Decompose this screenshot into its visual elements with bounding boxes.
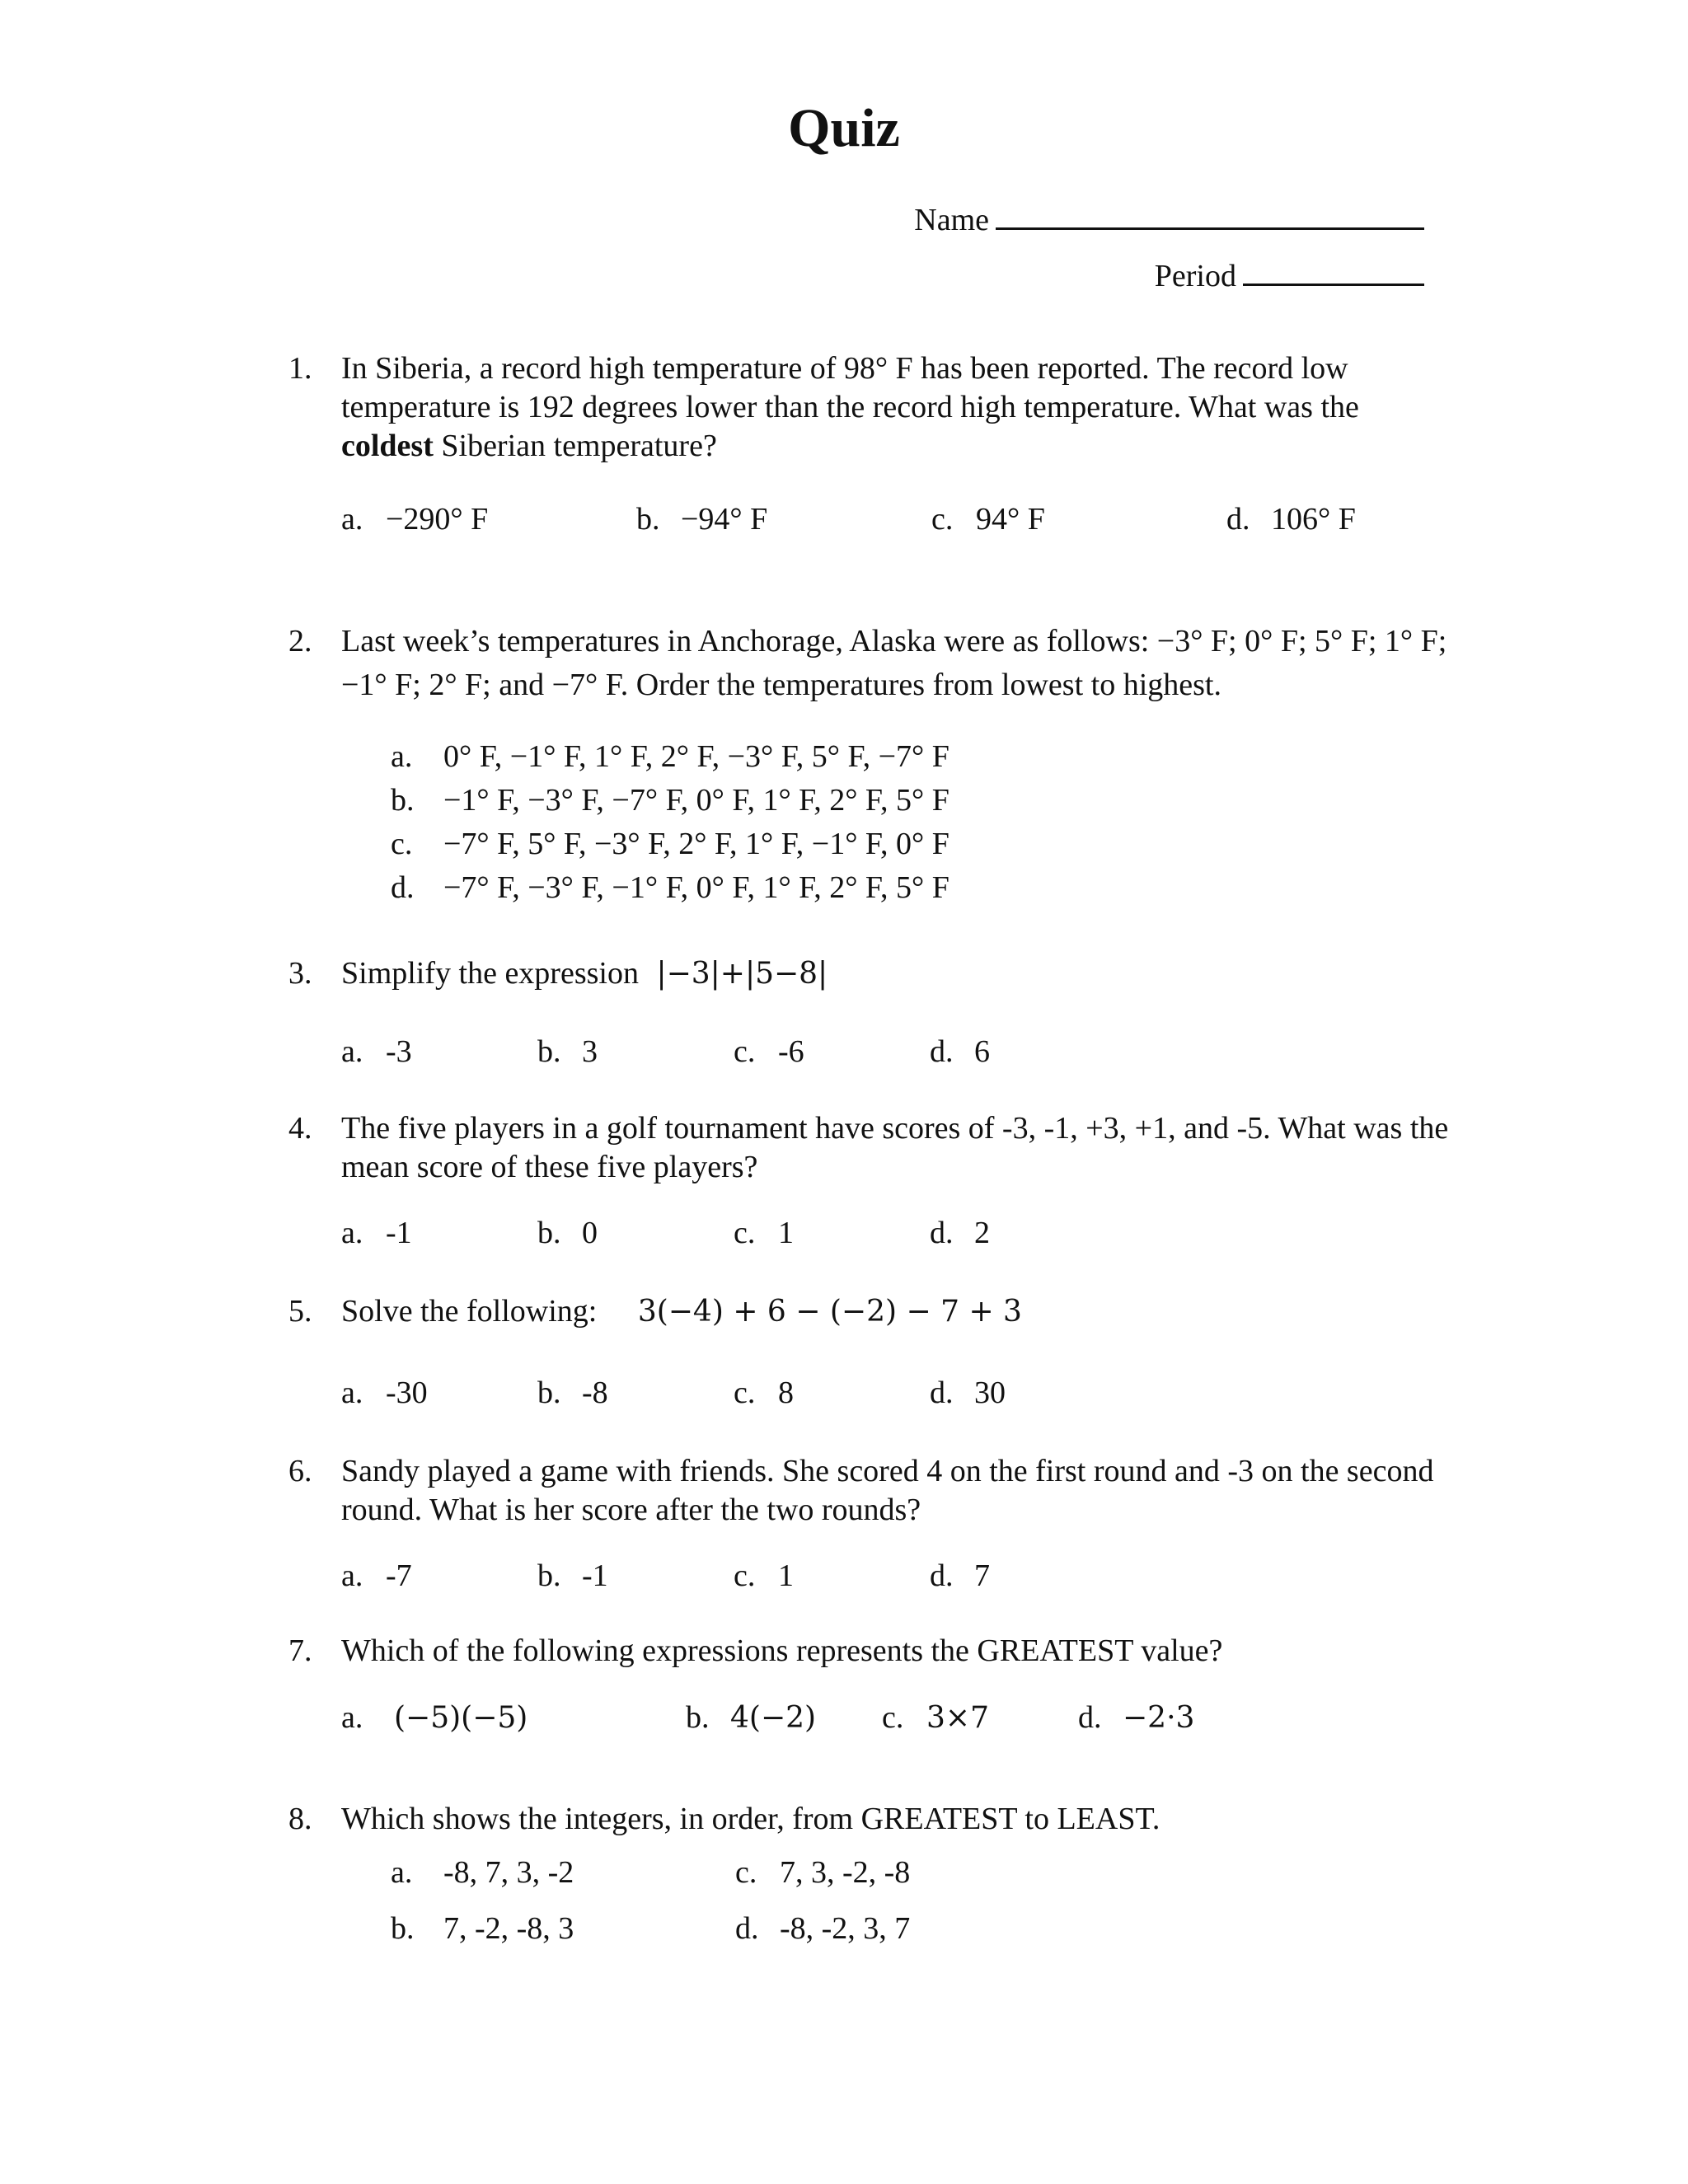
option-a[interactable]: a. -8, 7, 3, -2	[391, 1855, 574, 1890]
question-7	[288, 1632, 1451, 1671]
option-a[interactable]: a. -7	[341, 1558, 412, 1593]
period-blank[interactable]	[1243, 252, 1424, 286]
question-2	[288, 620, 1451, 707]
question-text: Solve the following: 3(−4) + 6 − (−2) − 7 + 3	[341, 1294, 1022, 1329]
option-d[interactable]: d. 30	[930, 1376, 1006, 1410]
question-text: Simplify the expression |−3|+|5−8|	[341, 956, 828, 991]
option-a[interactable]: a. (−5)(−5)	[341, 1700, 528, 1735]
option-b[interactable]: b. 4(−2)	[686, 1700, 817, 1735]
option-c[interactable]: c. 1	[734, 1216, 794, 1250]
question-text: The five players in a golf tournament have scores of -3, -1, +3, +1, and -5. What was the mean score of these five players?	[341, 1111, 1449, 1184]
option-d[interactable]: d. 2	[930, 1216, 990, 1250]
question-text: Last week’s temperatures in Anchorage, Alaska were as follows: −3° F; 0° F; 5° F; 1° F; −1° F; 2° F; and −7° F. Order the temperatures from lowest to highest.	[341, 624, 1447, 702]
option-b[interactable]: b. 0	[537, 1216, 598, 1250]
option-d[interactable]: d. -8, -2, 3, 7	[735, 1911, 911, 1946]
question-4	[288, 1109, 1451, 1187]
question-text: Which shows the integers, in order, from GREATEST to LEAST.	[341, 1802, 1160, 1836]
question-8	[288, 1800, 1451, 1839]
question-3	[288, 954, 1451, 993]
option-d[interactable]: d. 6	[930, 1034, 990, 1069]
option-d[interactable]: d. −7° F, −3° F, −1° F, 0° F, 1° F, 2° F, 5° F	[391, 870, 950, 905]
math-expression: |−3|+|5−8|	[656, 957, 828, 991]
question-number: 6.	[288, 1454, 312, 1488]
option-c[interactable]: c. 7, 3, -2, -8	[735, 1855, 911, 1890]
option-c[interactable]: c. 94° F	[931, 502, 1045, 537]
option-a[interactable]: a. -30	[341, 1376, 428, 1410]
name-blank[interactable]	[996, 196, 1424, 230]
option-d[interactable]: d. 7	[930, 1558, 990, 1593]
question-number: 3.	[288, 956, 312, 991]
option-a[interactable]: a. 0° F, −1° F, 1° F, 2° F, −3° F, 5° F, −7° F	[391, 739, 950, 774]
option-a[interactable]: a. −290° F	[341, 502, 489, 537]
question-text: In Siberia, a record high temperature of 98° F has been reported. The record low temperature is 192 degrees lower than the record high temperature. What was the coldest Siberian temperature?	[341, 351, 1359, 463]
option-b[interactable]: b. 3	[537, 1034, 598, 1069]
name-label: Name	[914, 203, 989, 237]
question-number: 5.	[288, 1294, 312, 1329]
option-c[interactable]: c. −7° F, 5° F, −3° F, 2° F, 1° F, −1° F, 0° F	[391, 827, 950, 861]
option-b[interactable]: b. -8	[537, 1376, 608, 1410]
question-number: 4.	[288, 1111, 312, 1146]
option-a[interactable]: a. -1	[341, 1216, 412, 1250]
page-title: Quiz	[788, 98, 900, 158]
option-d[interactable]: d. −2·3	[1078, 1700, 1195, 1735]
option-b[interactable]: b. −1° F, −3° F, −7° F, 0° F, 1° F, 2° F, 5° F	[391, 783, 950, 818]
emphasis-word: coldest	[341, 429, 434, 463]
question-text: Which of the following expressions represents the GREATEST value?	[341, 1633, 1223, 1668]
name-field[interactable]	[914, 196, 1424, 238]
period-label: Period	[1154, 259, 1236, 293]
question-2-options	[391, 735, 950, 910]
question-number: 1.	[288, 351, 312, 386]
question-number: 2.	[288, 624, 312, 658]
option-c[interactable]: c. 8	[734, 1376, 794, 1410]
question-1	[288, 349, 1451, 466]
option-b[interactable]: b. −94° F	[636, 502, 768, 537]
option-c[interactable]: c. 1	[734, 1558, 794, 1593]
option-a[interactable]: a. -3	[341, 1034, 412, 1069]
option-c[interactable]: c. 3×7	[882, 1700, 989, 1735]
math-expression: 3(−4) + 6 − (−2) − 7 + 3	[637, 1295, 1022, 1329]
period-field[interactable]	[1155, 252, 1424, 294]
option-c[interactable]: c. -6	[734, 1034, 804, 1069]
option-b[interactable]: b. -1	[537, 1558, 608, 1593]
question-number: 8.	[288, 1802, 312, 1836]
option-b[interactable]: b. 7, -2, -8, 3	[391, 1911, 574, 1946]
question-text: Sandy played a game with friends. She scored 4 on the first round and -3 on the second round. What is her score after the two rounds?	[341, 1454, 1434, 1527]
question-6	[288, 1452, 1451, 1530]
option-d[interactable]: d. 106° F	[1226, 502, 1356, 537]
question-number: 7.	[288, 1633, 312, 1668]
question-5	[288, 1292, 1451, 1331]
